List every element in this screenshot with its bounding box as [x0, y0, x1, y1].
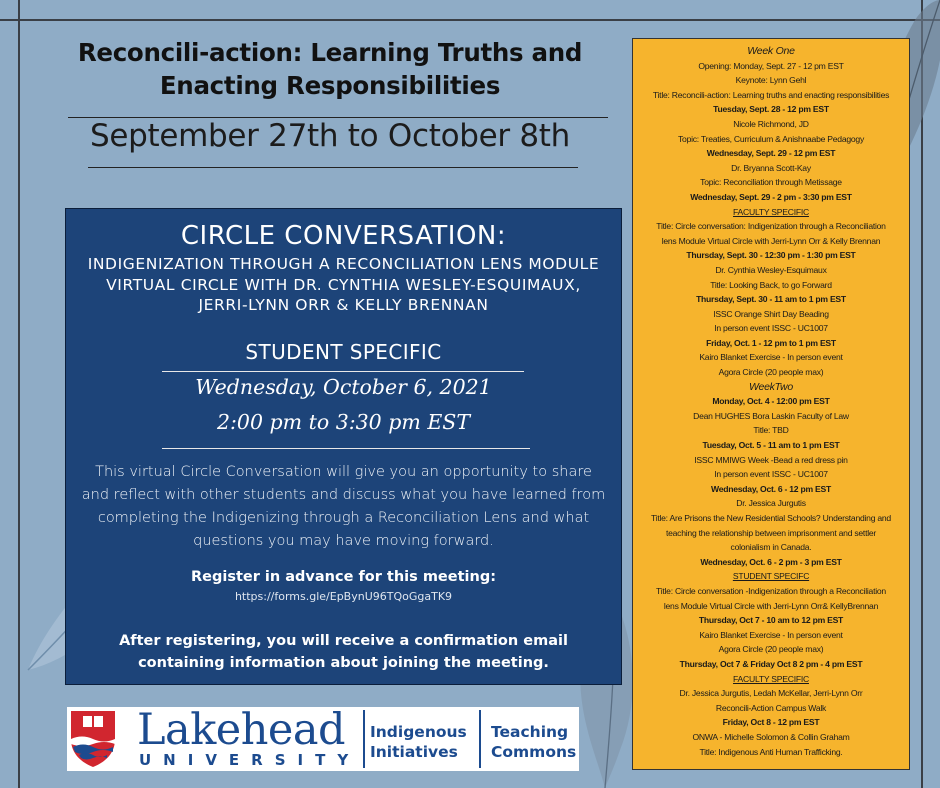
schedule-line: Wednesday, Oct. 6 - 2 pm - 3 pm EST: [700, 556, 842, 567]
title-divider-bottom: [88, 167, 578, 168]
lakehead-crest-icon: [67, 709, 119, 769]
schedule-week-heading: WeekTwo: [749, 380, 793, 393]
schedule-panel: [632, 38, 910, 770]
schedule-line: Agora Circle (20 people max): [718, 367, 824, 378]
register-heading: Register in advance for this meeting:: [190, 569, 497, 585]
schedule-line: Reconcili-Action Campus Walk: [715, 702, 827, 713]
schedule-week-heading: Week One: [747, 45, 795, 57]
schedule-line: Friday, Oct 8 - 12 pm EST: [722, 717, 820, 728]
schedule-line: Thursday, Oct 7 & Friday Oct 8 2 pm - 4 pm EST: [679, 658, 863, 669]
schedule-line: lens Module Virtual Circle with Jerri-Lynn Orr& KellyBrennan: [663, 600, 879, 611]
unit-teaching-commons: [491, 722, 576, 762]
schedule-line: STUDENT SPECIFC: [732, 571, 810, 582]
schedule-list: [633, 44, 909, 759]
card-subheading: INDIGENIZATION THROUGH A RECONCILIATION LENS MODULE VIRTUAL CIRCLE WITH DR. CYNTHIA WESLEY-ESQUIMAUX, JERRI-LYNN ORR & KELLY BRENNAN: [87, 255, 600, 314]
event-dates: September 27th to October 8th: [89, 118, 571, 154]
schedule-line: Agora Circle (20 people max): [718, 644, 824, 655]
schedule-line: ONWA - Michelle Solomon & Collin Graham: [692, 731, 850, 742]
schedule-line: Topic: Treaties, Curriculum & Anishnaabe Pedagogy: [678, 133, 864, 144]
schedule-line: Thursday, Sept. 30 - 11 am to 1 pm EST: [696, 294, 846, 305]
schedule-line: FACULTY SPECIFIC: [733, 673, 809, 684]
unit2-line1: Teaching: [491, 723, 569, 741]
unit2-line2: Commons: [491, 743, 577, 761]
schedule-line: Wednesday, Sept. 29 - 12 pm EST: [706, 148, 836, 159]
schedule-line: teaching the relationship between imprisonment and settler: [665, 527, 877, 538]
schedule-line: In person event ISSC - UC1007: [714, 469, 828, 480]
schedule-line: Title: TBD: [753, 425, 789, 436]
schedule-line: Dr. Jessica Jurgutis, Ledah McKellar, Jerri-Lynn Orr: [679, 688, 863, 699]
lakehead-logo: [67, 707, 579, 771]
schedule-line: Thursday, Oct 7 - 10 am to 12 pm EST: [698, 615, 844, 626]
unit-indigenous-initiatives: [370, 722, 467, 762]
schedule-line: Keynote: Lynn Gehl: [735, 75, 807, 86]
schedule-line: Dr. Cynthia Wesley-Esquimaux: [715, 264, 827, 275]
card-divider-top: [162, 371, 524, 372]
schedule-line: Tuesday, Oct. 5 - 11 am to 1 pm EST: [702, 440, 840, 451]
schedule-line: Opening: Monday, Sept. 27 - 12 pm EST: [698, 60, 844, 71]
schedule-line: ISSC MMIWG Week -Bead a red dress pin: [694, 454, 848, 465]
schedule-line: ISSC Orange Shirt Day Beading: [713, 308, 829, 319]
schedule-line: Title: Reconcili-action: Learning truths and enacting responsibilities: [652, 89, 890, 100]
schedule-line: Nicole Richmond, JD: [733, 118, 809, 129]
event-date: Wednesday, October 6, 2021: [195, 375, 492, 399]
title-line-2: Enacting Responsibilities: [159, 71, 501, 100]
schedule-line: colonialism in Canada.: [730, 542, 812, 553]
circle-conversation-card: [65, 208, 622, 685]
card-divider-bottom: [162, 448, 530, 449]
audience-label: STUDENT SPECIFIC: [245, 340, 442, 364]
schedule-line: FACULTY SPECIFIC: [733, 206, 809, 217]
unit1-line2: Initiatives: [370, 743, 458, 761]
schedule-line: Kairo Blanket Exercise - In person event: [699, 352, 843, 363]
after-register-note: After registering, you will receive a confirmation email containing information about joining the meeting.: [119, 633, 568, 671]
schedule-line: Title: Are Prisons the New Residential Schools? Understanding and: [651, 513, 891, 523]
schedule-line: lens Module Virtual Circle with Jerri-Lynn Orr & Kelly Brennan: [661, 235, 881, 246]
schedule-line: Title: Circle conversation -Indigenization through a Reconciliation: [656, 585, 886, 596]
card-heading: CIRCLE CONVERSATION:: [180, 221, 507, 251]
schedule-line: Tuesday, Sept. 28 - 12 pm EST: [713, 104, 829, 115]
university-name: Lakehead: [137, 705, 345, 755]
logo-divider-1: [363, 710, 365, 768]
schedule-line: Title: Circle conversation: Indigenization through a Reconciliation: [656, 221, 886, 232]
university-word: UNIVERSITY: [139, 751, 361, 769]
event-time: 2:00 pm to 3:30 pm EST: [216, 410, 471, 434]
schedule-line: Wednesday, Sept. 29 - 2 pm - 3:30 pm EST: [690, 191, 852, 202]
schedule-line: Dean HUGHES Bora Laskin Faculty of Law: [693, 410, 849, 421]
schedule-line: Dr. Jessica Jurgutis: [736, 498, 806, 509]
schedule-line: Thursday, Sept. 30 - 12:30 pm - 1:30 pm EST: [686, 250, 856, 261]
frame-line-top: [0, 19, 940, 21]
schedule-line: Topic: Reconciliation through Metissage: [700, 177, 842, 188]
logo-divider-2: [479, 710, 481, 768]
schedule-line: Kairo Blanket Exercise - In person event: [699, 629, 843, 640]
schedule-line: Monday, Oct. 4 - 12:00 pm EST: [712, 396, 830, 407]
schedule-line: Wednesday, Oct. 6 - 12 pm EST: [711, 483, 831, 494]
unit1-line1: Indigenous: [370, 723, 467, 741]
title-line-1: Reconcili-action: Learning Truths and: [77, 38, 583, 67]
event-description: This virtual Circle Conversation will give you an opportunity to share and reflect with other students and discuss what you have learned from completing the Indigenizing through a Reconciliation Lens and what questions you may have moving forward.: [81, 464, 606, 549]
schedule-line: Dr. Bryanna Scott-Kay: [731, 162, 811, 173]
register-link[interactable]: https://forms.gle/EpBynU96TQoGgaTK9: [234, 590, 453, 603]
schedule-line: Title: Looking Back, to go Forward: [710, 279, 832, 290]
schedule-line: Title: Indigenous Anti Human Trafficking.: [699, 746, 843, 757]
page-title: [40, 36, 620, 102]
schedule-line: In person event ISSC - UC1007: [714, 323, 828, 334]
schedule-line: Friday, Oct. 1 - 12 pm to 1 pm EST: [706, 337, 836, 348]
